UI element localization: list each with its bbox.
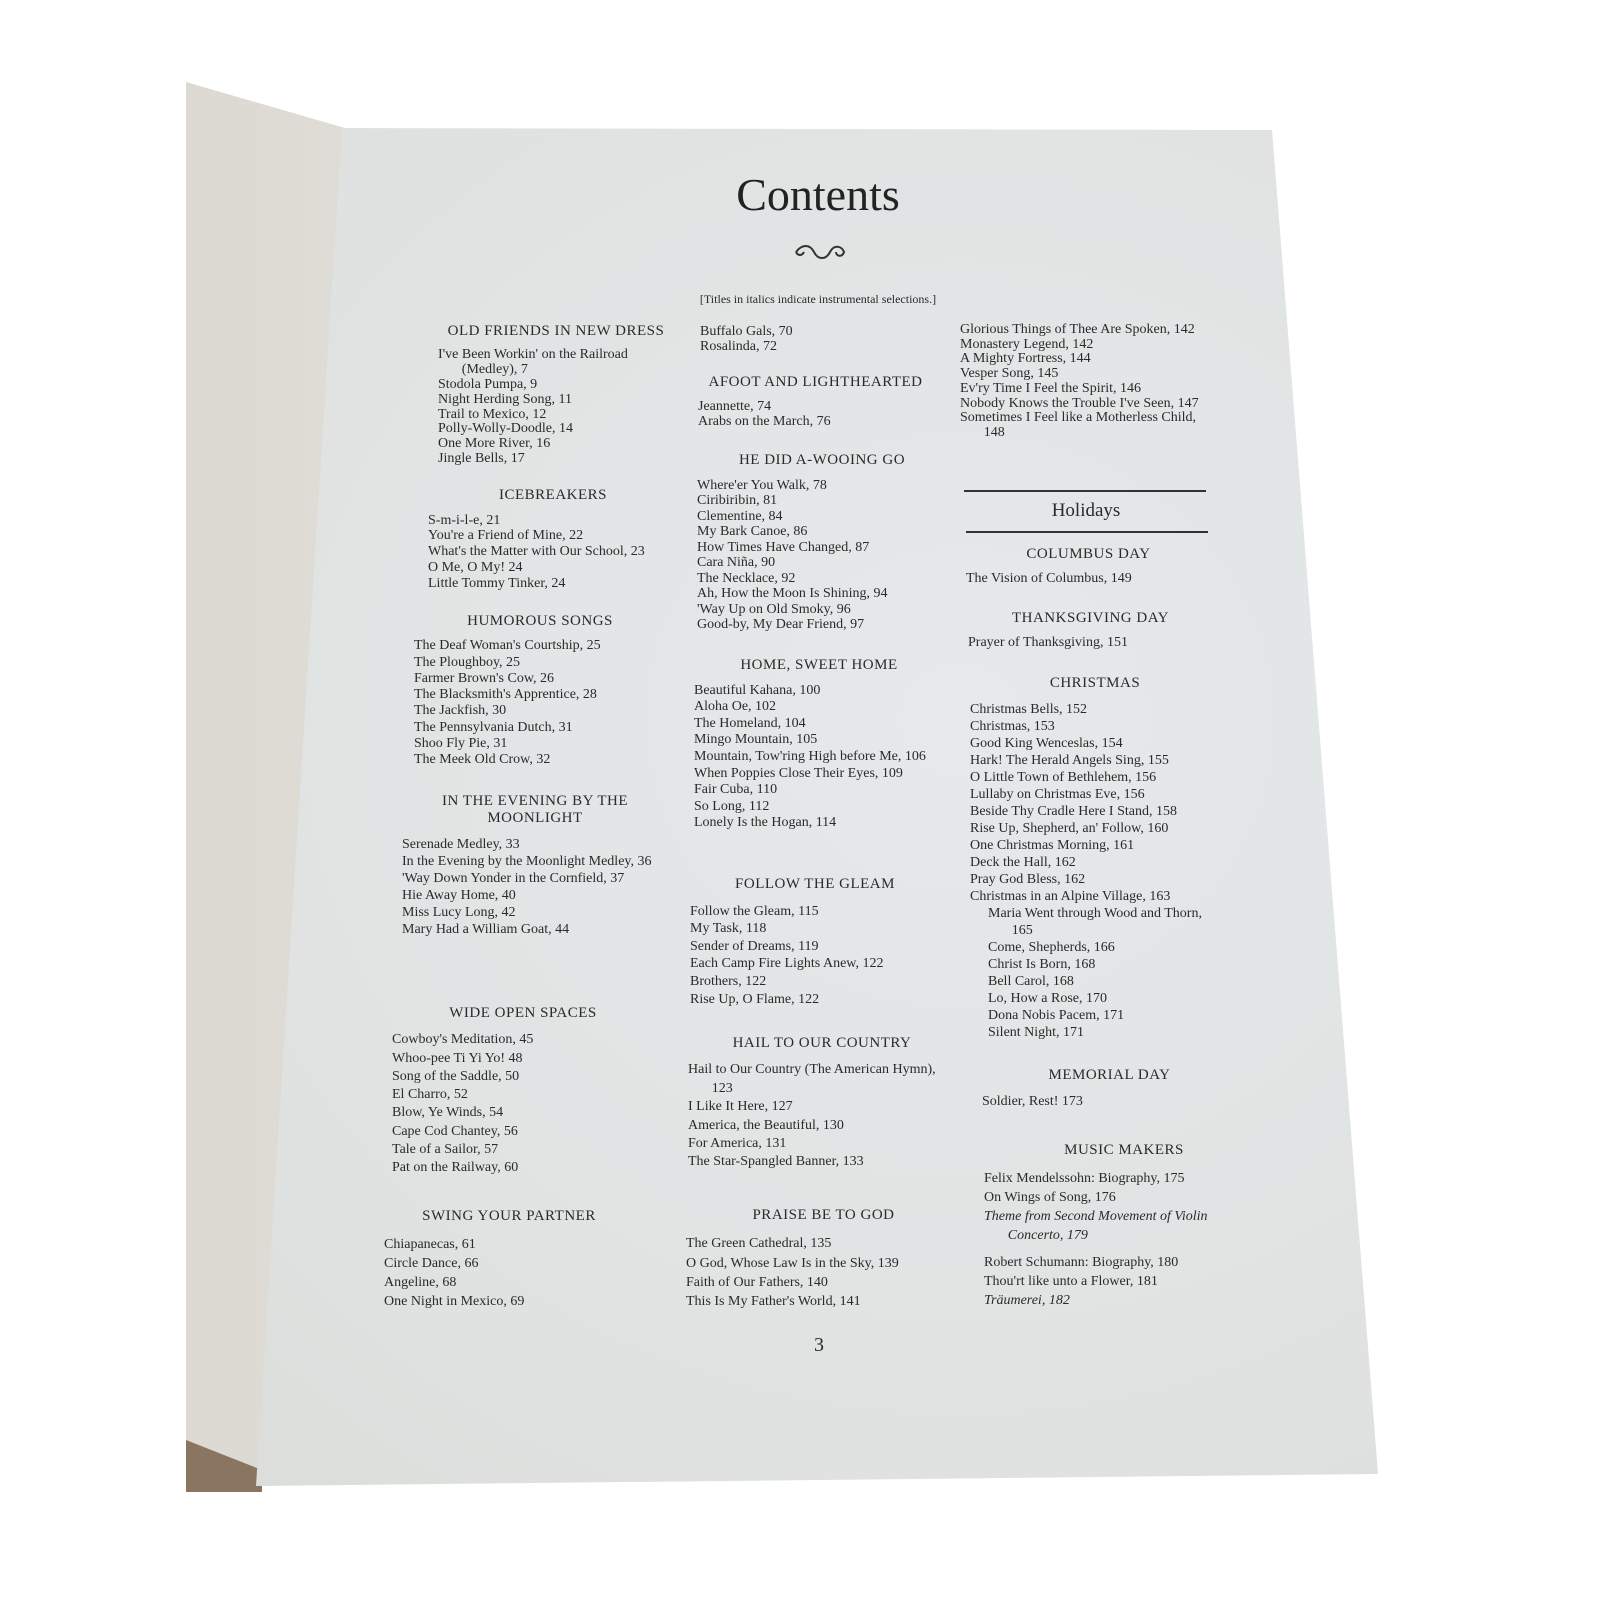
contents-entry: Robert Schumann: Biography, 180: [984, 1255, 1179, 1270]
contents-entry: The Meek Old Crow, 32: [414, 752, 551, 768]
contents-entry: The Necklace, 92: [697, 570, 796, 586]
contents-entry: Circle Dance, 66: [384, 1256, 479, 1271]
contents-section: [968, 610, 1213, 651]
contents-section: [694, 657, 944, 832]
contents-entry: One Christmas Morning, 161: [970, 838, 1135, 853]
contents-entry: Hail to Our Country (The American Hymn), 123: [688, 1062, 936, 1096]
contents-entry: This Is My Father's World, 141: [686, 1294, 861, 1310]
contents-entry: Sender of Dreams, 119: [690, 938, 819, 954]
page-number: 3: [814, 1334, 824, 1356]
contents-entry: Cara Niña, 90: [697, 555, 776, 570]
contents-entry: Prayer of Thanksgiving, 151: [968, 635, 1128, 650]
contents-entry: Shoo Fly Pie, 31: [414, 736, 508, 752]
contents-section: [966, 546, 1211, 587]
contents-entry: Jingle Bells, 17: [438, 451, 525, 467]
section-heading: PRAISE BE TO GOD: [752, 1207, 895, 1223]
section-heading: HAIL TO OUR COUNTRY: [732, 1035, 912, 1051]
contents-entry: I Like It Here, 127: [688, 1099, 793, 1115]
contents-section: [402, 793, 668, 938]
holidays-rule-bottom: [966, 531, 1208, 533]
contents-entry: O God, Whose Law Is in the Sky, 139: [686, 1255, 899, 1271]
contents-entry: Farmer Brown's Cow, 26: [414, 670, 555, 686]
contents-entry: Theme from Second Movement of Violin Concerto, 179: [984, 1209, 1208, 1243]
contents-entry: Beautiful Kahana, 100: [694, 682, 821, 698]
section-heading: FOLLOW THE GLEAM: [735, 876, 895, 892]
contents-section: [414, 613, 666, 769]
contents-entry: Christmas, 153: [970, 719, 1055, 734]
contents-entry: Good-by, My Dear Friend, 97: [697, 617, 865, 632]
contents-section: [686, 1206, 961, 1311]
contents-entry: Clementine, 84: [697, 508, 783, 524]
contents-entry: The Deaf Woman's Courtship, 25: [414, 638, 601, 654]
contents-entry: Trail to Mexico, 12: [438, 406, 547, 422]
contents-entry: Ciribiribin, 81: [697, 493, 778, 508]
contents-section: [384, 1207, 634, 1311]
contents-entry: Mingo Mountain, 105: [694, 732, 818, 748]
contents-entry: O Little Town of Bethlehem, 156: [970, 770, 1157, 785]
contents-entry: Follow the Gleam, 115: [690, 903, 819, 919]
contents-entry: 'Way Down Yonder in the Cornfield, 37: [402, 871, 625, 886]
contents-entry: S-m-i-l-e, 21: [428, 512, 501, 528]
contents-entry: The Jackfish, 30: [414, 703, 507, 719]
contents-entry: Vesper Song, 145: [960, 366, 1059, 382]
contents-entry: Thou'rt like unto a Flower, 181: [984, 1274, 1158, 1289]
contents-entry: Whoo-pee Ti Yi Yo! 48: [392, 1050, 523, 1066]
contents-entry: Lo, How a Rose, 170: [988, 991, 1107, 1006]
contents-section: [970, 675, 1220, 1041]
contents-entry: Bell Carol, 168: [988, 974, 1074, 989]
contents-section: [698, 375, 933, 430]
contents-section: [438, 324, 674, 467]
contents-entry: Faith of Our Fathers, 140: [686, 1274, 828, 1290]
contents-entry: Lonely Is the Hogan, 114: [694, 815, 837, 831]
contents-entry: Maria Went through Wood and Thorn, 165: [988, 906, 1202, 938]
contents-entry: My Task, 118: [690, 921, 767, 937]
contents-entry: What's the Matter with Our School, 23: [428, 544, 645, 560]
contents-entry: The Green Cathedral, 135: [686, 1236, 832, 1252]
contents-entry: Each Camp Fire Lights Anew, 122: [690, 956, 884, 972]
contents-entry: When Poppies Close Their Eyes, 109: [694, 765, 903, 781]
holidays-rule-top: [964, 490, 1206, 492]
italics-note: [Titles in italics indicate instrumental selections.]: [699, 292, 937, 306]
contents-entry: Christmas in an Alpine Village, 163: [970, 889, 1171, 904]
contents-entry: Where'er You Walk, 78: [697, 477, 827, 493]
contents-entry: On Wings of Song, 176: [984, 1190, 1116, 1205]
contents-entry: Good King Wenceslas, 154: [970, 736, 1123, 751]
contents-entry: Beside Thy Cradle Here I Stand, 158: [970, 804, 1177, 819]
contents-entry: Hie Away Home, 40: [402, 888, 516, 903]
section-heading: MUSIC MAKERS: [1064, 1142, 1184, 1158]
contents-section: [428, 488, 678, 591]
contents-entry: Ah, How the Moon Is Shining, 94: [697, 586, 888, 601]
section-heading: MEMORIAL DAY: [1048, 1067, 1171, 1083]
contents-entry: Sometimes I Feel like a Motherless Child, 148: [960, 410, 1197, 440]
section-heading: HE DID A-WOOING GO: [738, 452, 906, 468]
contents-entry: Christ Is Born, 168: [988, 957, 1096, 972]
contents-entry: Mountain, Tow'ring High before Me, 106: [694, 748, 926, 764]
section-heading: HOME, SWEET HOME: [740, 657, 898, 673]
contents-entry: The Star-Spangled Banner, 133: [688, 1154, 864, 1170]
contents-entry: Night Herding Song, 11: [438, 391, 573, 407]
contents-entry: El Charro, 52: [392, 1087, 468, 1103]
contents-entry: For America, 131: [688, 1136, 787, 1152]
contents-entry: Christmas Bells, 152: [970, 702, 1088, 717]
contents-entry: How Times Have Changed, 87: [697, 539, 870, 555]
contents-section: [688, 1034, 956, 1172]
ornament-icon: [792, 242, 848, 262]
contents-entry: I've Been Workin' on the Railroad (Medley), 7: [438, 346, 628, 377]
section-heading: COLUMBUS DAY: [1026, 546, 1151, 562]
contents-entry: The Vision of Columbus, 149: [966, 571, 1132, 586]
contents-entry: Blow, Ye Winds, 54: [392, 1105, 504, 1121]
contents-entry: Dona Nobis Pacem, 171: [988, 1008, 1125, 1023]
contents-entry: Rise Up, O Flame, 122: [690, 991, 820, 1007]
contents-entry: Aloha Oe, 102: [694, 699, 777, 715]
contents-entry: My Bark Canoe, 86: [697, 524, 808, 539]
contents-entry: Hark! The Herald Angels Sing, 155: [970, 753, 1169, 768]
contents-entry: Lullaby on Christmas Eve, 156: [970, 787, 1145, 802]
contents-entry: Fair Cuba, 110: [694, 782, 778, 798]
contents-entry: The Ploughboy, 25: [414, 654, 521, 670]
contents-entry: Tale of a Sailor, 57: [392, 1142, 499, 1158]
contents-entry: Come, Shepherds, 166: [988, 940, 1115, 955]
contents-entry: Stodola Pumpa, 9: [438, 376, 538, 392]
section-heading: WIDE OPEN SPACES: [449, 1005, 597, 1021]
contents-entry: Jeannette, 74: [698, 399, 772, 415]
contents-entry: America, the Beautiful, 130: [688, 1117, 844, 1133]
contents-entry: Buffalo Gals, 70: [700, 324, 793, 339]
contents-entry: Silent Night, 171: [988, 1025, 1085, 1040]
section-heading: AFOOT AND LIGHTHEARTED: [708, 374, 923, 390]
contents-entry: Pat on the Railway, 60: [392, 1160, 519, 1176]
contents-entry: Deck the Hall, 162: [970, 855, 1076, 870]
contents-entry: The Pennsylvania Dutch, 31: [414, 719, 573, 735]
contents-entry: Mary Had a William Goat, 44: [402, 922, 570, 937]
contents-entry: The Blacksmith's Apprentice, 28: [414, 687, 597, 703]
contents-entry: So Long, 112: [694, 798, 770, 814]
contents-entry: Brothers, 122: [690, 973, 767, 989]
section-heading: ICEBREAKERS: [498, 487, 607, 503]
contents-entry: Ev'ry Time I Feel the Spirit, 146: [960, 380, 1142, 396]
contents-entry: You're a Friend of Mine, 22: [428, 528, 584, 544]
holidays-heading: Holidays: [1051, 500, 1121, 521]
contents-entry: Polly-Wolly-Doodle, 14: [438, 421, 573, 437]
contents-entry: Cowboy's Meditation, 45: [392, 1032, 534, 1048]
contents-entry: Miss Lucy Long, 42: [402, 905, 516, 920]
contents-entry: Monastery Legend, 142: [960, 336, 1094, 352]
section-heading: CHRISTMAS: [1049, 675, 1141, 691]
contents-entry: A Mighty Fortress, 144: [960, 351, 1091, 367]
contents-entry: Soldier, Rest! 173: [982, 1094, 1083, 1109]
contents-entry: O Me, O My! 24: [428, 559, 523, 575]
section-heading: OLD FRIENDS IN NEW DRESS: [447, 323, 665, 339]
contents-entry: Rise Up, Shepherd, an' Follow, 160: [970, 821, 1169, 836]
contents-section: [982, 1066, 1237, 1111]
contents-section: [960, 323, 1203, 441]
contents-entry: Song of the Saddle, 50: [392, 1068, 520, 1084]
contents-entry: Pray God Bless, 162: [970, 872, 1086, 887]
contents-entry: Nobody Knows the Trouble I've Seen, 147: [960, 395, 1199, 411]
page-title: Contents: [736, 169, 900, 220]
contents-entry: Serenade Medley, 33: [402, 837, 520, 852]
contents-entry: One Night in Mexico, 69: [384, 1294, 525, 1309]
contents-entry: The Homeland, 104: [694, 715, 806, 731]
contents-entry: 'Way Up on Old Smoky, 96: [697, 601, 851, 617]
contents-section: [697, 453, 947, 633]
contents-section: [984, 1141, 1264, 1310]
section-heading: HUMOROUS SONGS: [467, 613, 613, 629]
contents-entry: Cape Cod Chantey, 56: [392, 1123, 518, 1139]
contents-entry: Chiapanecas, 61: [384, 1237, 476, 1252]
contents-section: [700, 324, 950, 354]
contents-entry: One More River, 16: [438, 436, 551, 452]
contents-entry: Arabs on the March, 76: [698, 414, 831, 430]
contents-section: [690, 876, 940, 1008]
section-heading: SWING YOUR PARTNER: [422, 1208, 596, 1224]
contents-entry: Little Tommy Tinker, 24: [428, 575, 566, 591]
contents-section: [392, 1004, 654, 1178]
contents-entry: Glorious Things of Thee Are Spoken, 142: [960, 322, 1195, 337]
section-heading: THANKSGIVING DAY: [1011, 610, 1170, 626]
contents-entry: Felix Mendelssohn: Biography, 175: [984, 1171, 1185, 1186]
contents-entry: Angeline, 68: [384, 1275, 457, 1290]
contents-entry: Rosalinda, 72: [700, 339, 777, 354]
contents-entry: Träumerei, 182: [984, 1293, 1070, 1308]
section-heading: IN THE EVENING BY THE MOONLIGHT: [441, 793, 629, 826]
contents-entry: In the Evening by the Moonlight Medley, 36: [402, 854, 652, 869]
